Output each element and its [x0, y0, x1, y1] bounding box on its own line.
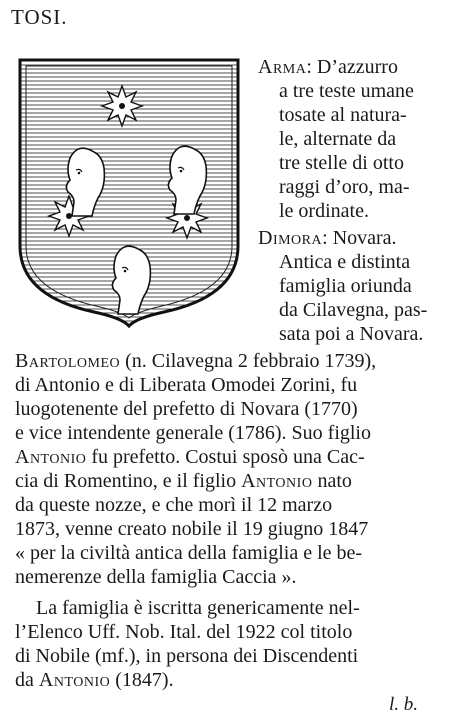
person-name: Bartolomeo	[15, 350, 121, 372]
body-line: da Antonio (1847).	[15, 669, 174, 691]
body-line: La famiglia è iscritta genericamente nel-	[36, 597, 360, 619]
dimora-line	[258, 226, 397, 250]
body-line: di Nobile (mf.), in persona dei Discendenti	[15, 645, 359, 667]
blazon-line: le ordinate.	[279, 200, 369, 222]
dimora-value: Novara.	[332, 227, 397, 249]
side-line: da Cilavegna, pas-	[279, 299, 428, 321]
arma-label: Arma	[258, 56, 307, 78]
body-line: Bartolomeo (n. Cilavegna 2 febbraio 1739),	[15, 350, 377, 372]
page-title: TOSI.	[11, 5, 68, 29]
body-line: cia di Romentino, e il figlio Antonio nato	[15, 470, 352, 492]
side-line: Antica e distinta	[279, 251, 411, 273]
body-line: nemerenze della famiglia Caccia ».	[15, 566, 297, 588]
blazon-line: a tre teste umane	[279, 80, 414, 102]
body-line: Antonio fu prefetto. Costui sposò una Cac-	[15, 446, 365, 468]
person-name: Antonio	[15, 446, 87, 468]
blazon-line: tre stelle di otto	[279, 152, 404, 174]
body-line: 1873, venne creato nobile il 19 giugno 1847	[15, 518, 369, 540]
body-line: luogotenente del prefetto di Novara (1770)	[15, 398, 358, 420]
arma-sep: :	[306, 56, 312, 78]
body-line: e vice intendente generale (1786). Suo figlio	[15, 422, 371, 444]
side-line: famiglia oriunda	[279, 275, 412, 297]
person-name: Antonio	[241, 470, 313, 492]
side-line: sata poi a Novara.	[279, 323, 424, 345]
dimora-sep: :	[322, 227, 328, 249]
person-name: Antonio	[38, 669, 111, 691]
body-line: l’Elenco Uff. Nob. Ital. del 1922 col titolo	[15, 621, 353, 643]
body-line: da queste nozze, e che morì il 12 marzo	[15, 494, 333, 516]
body-line: « per la civiltà antica della famiglia e le be-	[15, 542, 363, 564]
arma-line	[258, 55, 398, 79]
author-signature: l. b.	[389, 694, 419, 715]
dimora-label: Dimora	[258, 227, 323, 249]
arma-text: D’azzurro	[316, 56, 398, 78]
blazon-line: raggi d’oro, ma-	[279, 176, 410, 198]
blazon-line: tosate al natura-	[279, 104, 407, 126]
body-line: di Antonio e di Liberata Omodei Zorini, fu	[15, 374, 358, 396]
star-icon	[102, 86, 142, 126]
blazon-line: le, alternate da	[279, 128, 397, 150]
coat-of-arms	[14, 56, 244, 330]
